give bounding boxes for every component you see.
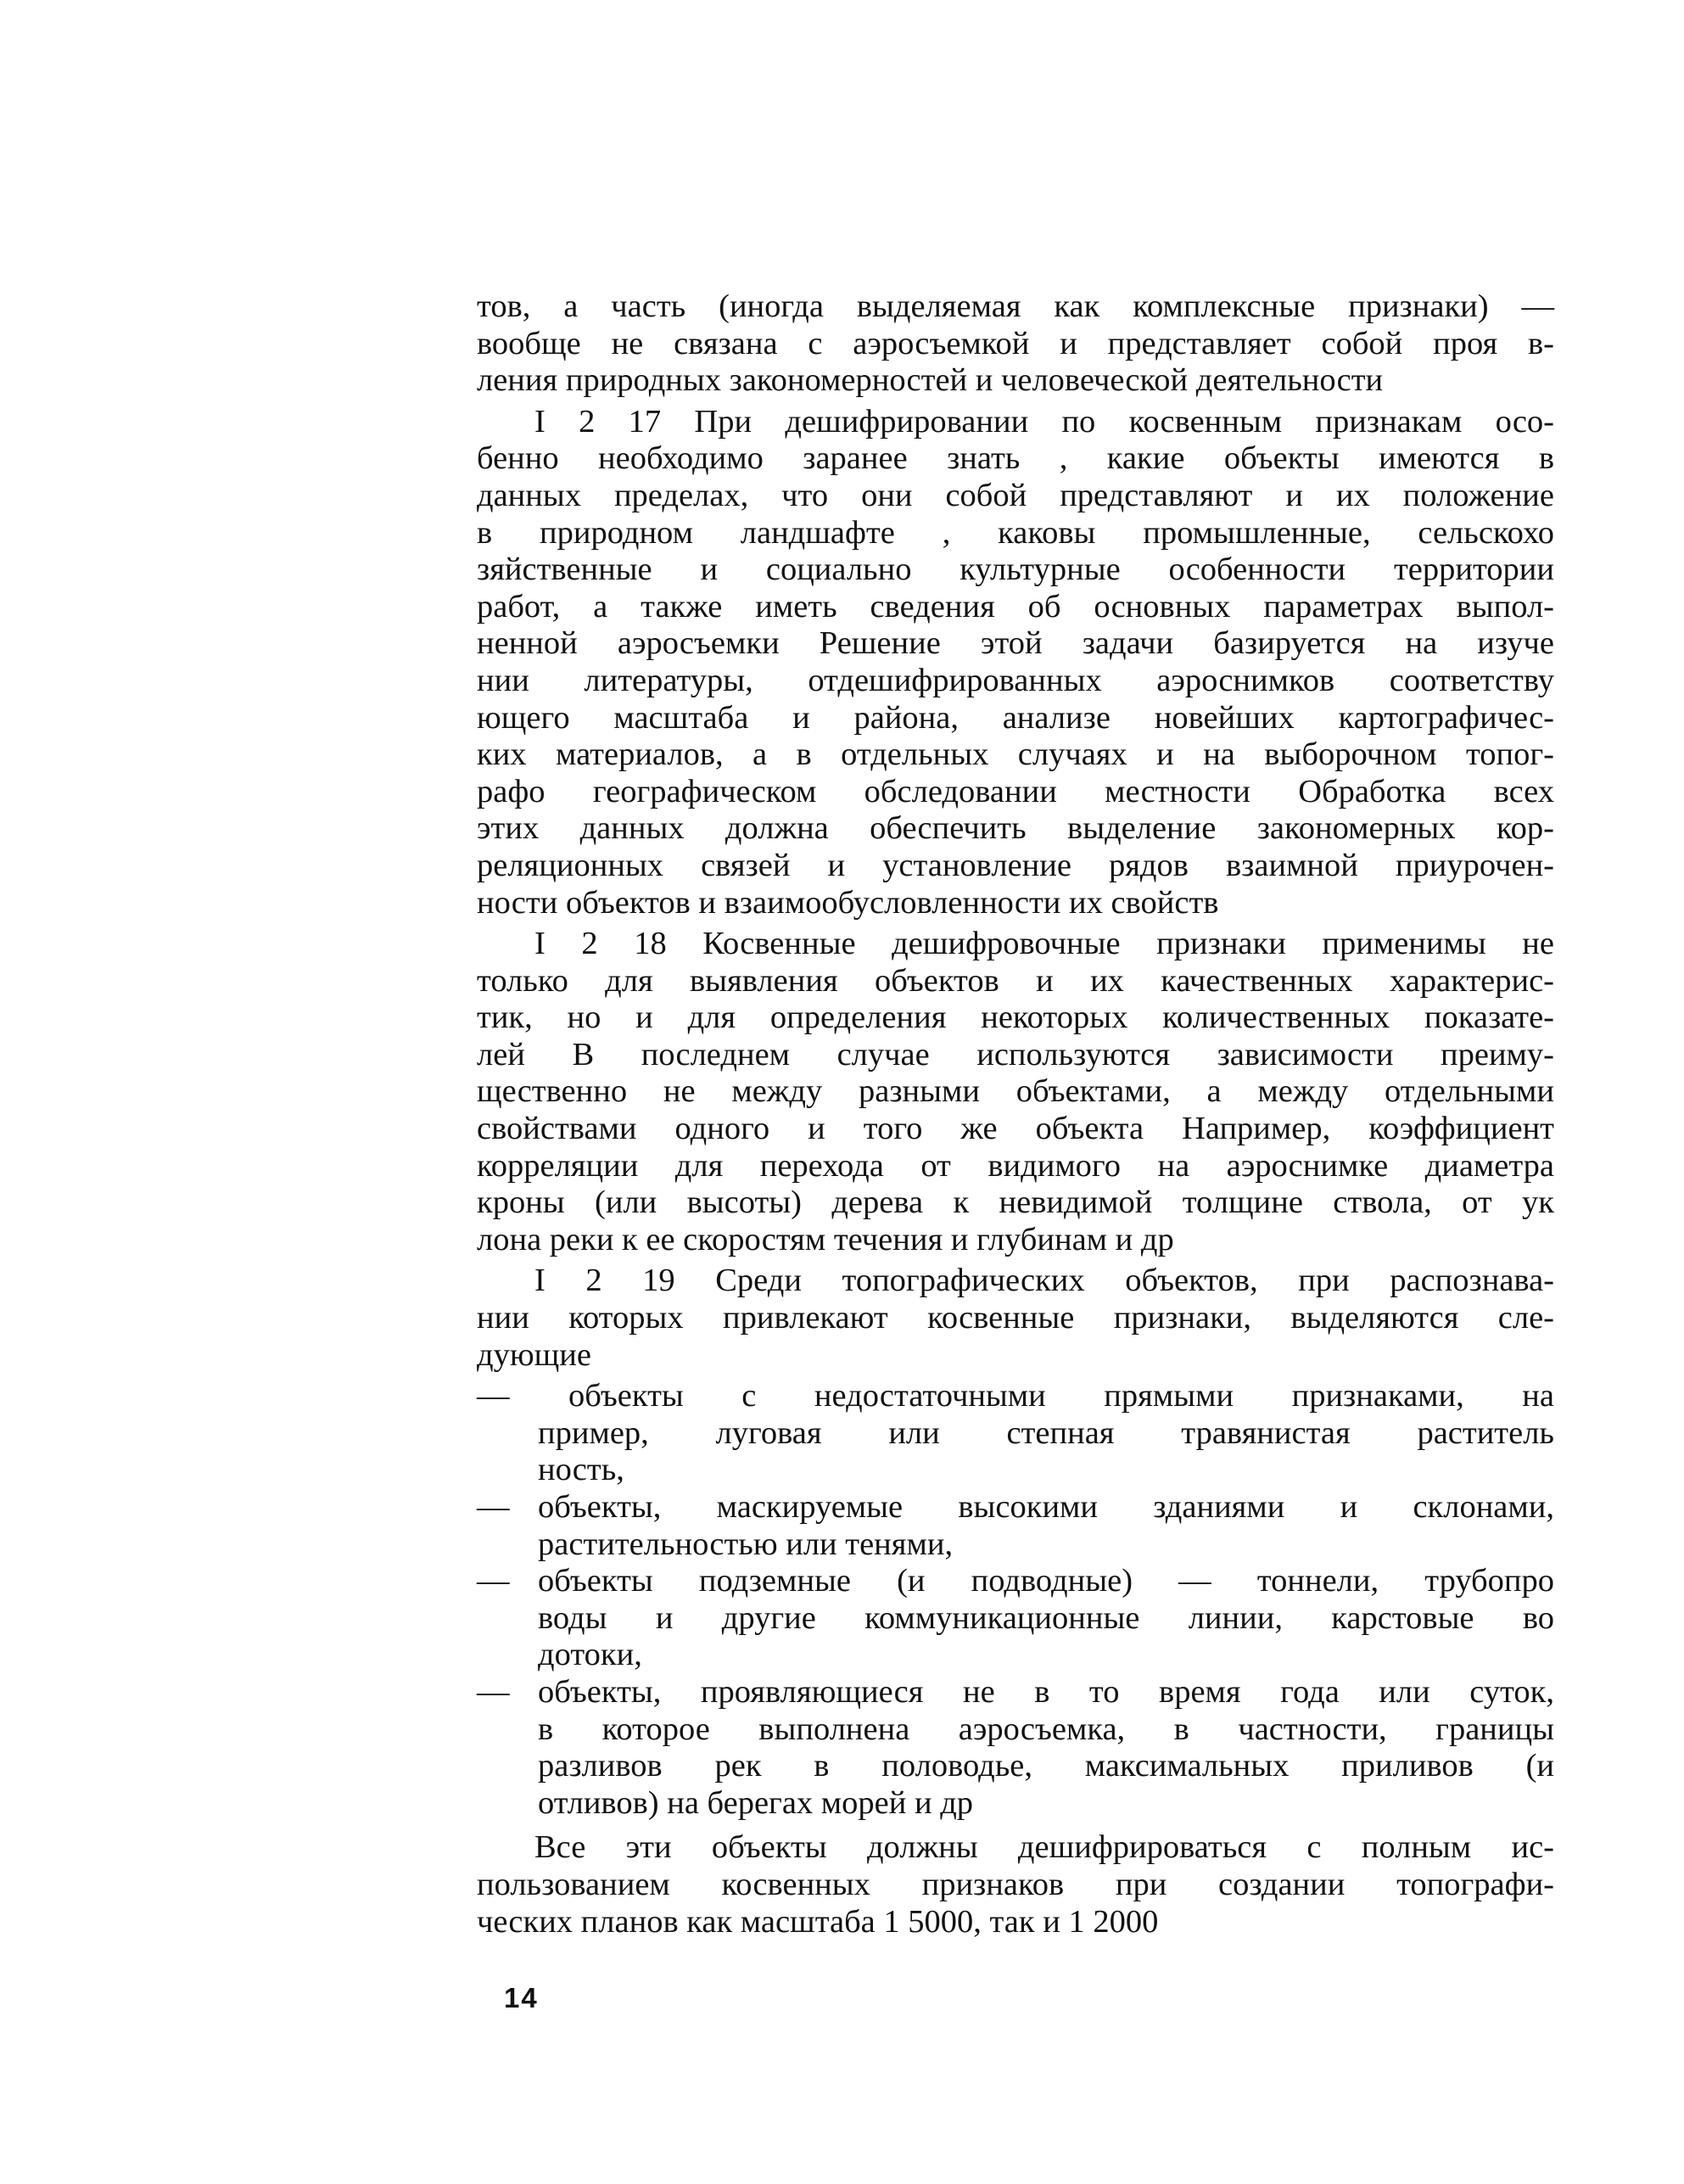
text-line: ности объектов и взаимообусловленности их свойств xyxy=(477,884,1219,921)
text-line: кроны (или высоты) дерева к невидимой толщине ствола, от ук xyxy=(477,1184,1554,1221)
text-line: разливов рек в половодье, максимальных приливов (и xyxy=(538,1748,1554,1784)
list-item xyxy=(477,1563,1554,1674)
text-line: тик, но и для определения некоторых количественных показате- xyxy=(477,1000,1554,1036)
document-page xyxy=(477,288,1554,1940)
text-line: этих данных должна обеспечить выделение закономерных кор- xyxy=(477,810,1554,847)
text-line: I 2 18 Косвенные дешифровочные признаки применимы не xyxy=(534,926,1554,962)
text-line: в природном ландшафте , каковы промышленные, сельскохо xyxy=(477,514,1554,551)
paragraph-1-2-19 xyxy=(477,1263,1554,1374)
text-line: щественно не между разными объектами, а между отдельными xyxy=(477,1073,1554,1110)
paragraph-1-2-18 xyxy=(477,926,1554,1258)
list-dash: — xyxy=(477,1563,510,1599)
text-line: нии литературы, отдешифрированных аэроснимков соответству xyxy=(477,662,1554,698)
paragraph-closing xyxy=(477,1829,1554,1940)
text-line: дующие xyxy=(477,1336,591,1373)
text-line: ления природных закономерностей и человеческой деятельности xyxy=(477,362,1384,399)
text-line: объекты с недостаточными прямыми признаками, на xyxy=(568,1378,1554,1414)
list-item xyxy=(477,1673,1554,1822)
text-line: дотоки, xyxy=(538,1637,642,1673)
text-line: корреляции для перехода от видимого на аэроснимке диаметра xyxy=(477,1147,1554,1184)
text-line: I 2 19 Среди топографических объектов, при распознава- xyxy=(534,1263,1554,1299)
text-line: реляционных связей и установление рядов взаимной приурочен- xyxy=(477,847,1554,883)
text-line: ность, xyxy=(538,1452,624,1488)
text-line: лей В последнем случае используются зависимости преиму- xyxy=(477,1036,1554,1072)
text-line: растительностью или тенями, xyxy=(538,1526,954,1562)
list-dash: — xyxy=(477,1489,510,1525)
text-line: объекты, маскируемые высокими зданиями и склонами, xyxy=(538,1489,1554,1525)
paragraph-intro xyxy=(477,288,1554,400)
text-line: нии которых привлекают косвенные признаки, выделяются сле- xyxy=(477,1300,1554,1336)
text-line: только для выявления объектов и их качественных характерис- xyxy=(477,962,1554,999)
text-line: воды и другие коммуникационные линии, карстовые во xyxy=(538,1599,1554,1636)
text-line: отливов) на берегах морей и др xyxy=(538,1784,974,1821)
text-line: лона реки к ее скоростям течения и глубинам и др xyxy=(477,1221,1174,1257)
text-line: тов, а часть (иногда выделяемая как комплексные признаки) — xyxy=(477,288,1554,324)
text-line: пример, луговая или степная травянистая раститель xyxy=(538,1414,1554,1451)
paragraph-1-2-17 xyxy=(477,404,1554,921)
text-line: зяйственные и социально культурные особенности территории xyxy=(477,552,1554,588)
text-line: ющего масштаба и района, анализе новейших картографичес- xyxy=(477,699,1554,736)
text-line: ненной аэросъемки Решение этой задачи базируется на изуче xyxy=(477,625,1554,662)
text-line: I 2 17 При дешифрировании по косвенным признакам осо- xyxy=(534,403,1554,440)
text-line: Все эти объекты должны дешифрироваться с полным ис- xyxy=(534,1829,1554,1866)
text-line: пользованием косвенных признаков при создании топографи- xyxy=(477,1866,1554,1902)
text-line: работ, а также иметь сведения об основных параметрах выпол- xyxy=(477,588,1554,624)
text-line: объекты подземные (и подводные) — тоннели, трубопро xyxy=(538,1563,1554,1599)
text-line: ческих планов как масштаба 1 5000, так и 1 2000 xyxy=(477,1903,1159,1940)
list-dash: — xyxy=(477,1673,510,1710)
list-item xyxy=(477,1489,1554,1563)
text-line: рафо географическом обследовании местности Обработка всех xyxy=(477,773,1554,809)
list-item xyxy=(477,1378,1554,1489)
text-line: объекты, проявляющиеся не в то время года или суток, xyxy=(538,1673,1554,1710)
text-line: вообще не связана с аэросъемкой и представляет собой проя в- xyxy=(477,325,1554,361)
text-line: в которое выполнена аэросъемка, в частности, границы xyxy=(538,1711,1554,1747)
page-number: 14 xyxy=(504,1982,539,2013)
text-line: бенно необходимо заранее знать , какие объекты имеются в xyxy=(477,440,1554,477)
text-line: свойствами одного и того же объекта Например, коэффициент xyxy=(477,1111,1554,1147)
objects-list xyxy=(477,1378,1554,1822)
text-line: данных пределах, что они собой представляют и их положение xyxy=(477,477,1554,513)
list-dash: — xyxy=(477,1378,510,1414)
text-line: ких материалов, а в отдельных случаях и на выборочном топог- xyxy=(477,736,1554,773)
